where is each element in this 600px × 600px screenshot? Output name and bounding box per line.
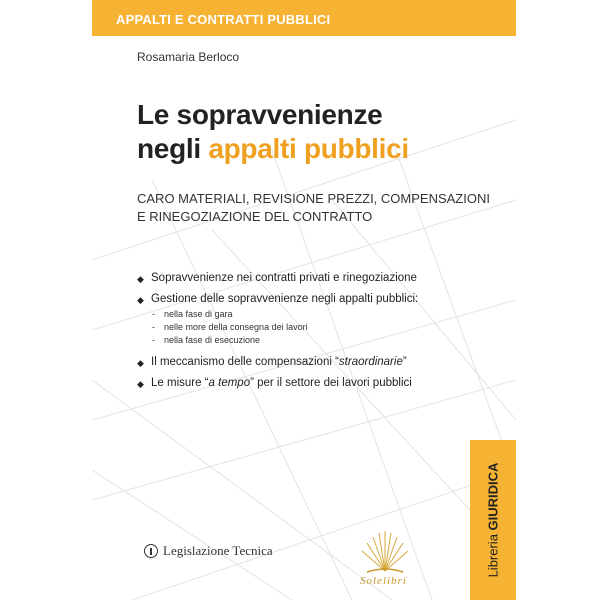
topic-text-prefix: Le misure “: [151, 377, 209, 389]
subitem: - nella fase di gara: [152, 309, 233, 319]
title-line-1: Le sopravvenienze: [137, 99, 383, 130]
imprint-name: Solelibri: [360, 575, 407, 587]
book-cover: [92, 0, 516, 600]
topic-text: Sopravvenienze nei contratti privati e rinegoziazione: [151, 272, 417, 284]
publisher-logo-icon: [144, 544, 158, 558]
topic-subitems: [151, 308, 467, 347]
publisher-name: Legislazione Tecnica: [163, 543, 273, 558]
book-subtitle: [137, 190, 490, 226]
topic-text-suffix: ” per il settore dei lavori pubblici: [250, 377, 412, 389]
collection-name: [486, 463, 501, 578]
subitem-text: nella fase di esecuzione: [164, 335, 261, 345]
series-banner: [92, 0, 516, 36]
subtitle-line-1: CARO MATERIALI, REVISIONE PREZZI, COMPENSAZIONI: [137, 191, 490, 206]
diamond-bullet-icon: ◆: [137, 358, 144, 368]
collection-prefix: Libreria: [485, 530, 501, 578]
topic-item: [137, 293, 467, 347]
diamond-bullet-icon: ◆: [137, 274, 144, 284]
topic-item: [137, 377, 467, 389]
title-plain: negli: [137, 133, 209, 164]
collection-bold: GIURIDICA: [485, 462, 501, 531]
subitem: - nelle more della consegna dei lavori: [152, 322, 308, 332]
topic-item: [137, 356, 467, 368]
topic-text: Gestione delle sopravvenienze negli appalti pubblici:: [151, 293, 419, 305]
title-line-2: [137, 132, 409, 166]
topic-text-suffix: ”: [402, 356, 407, 368]
diamond-bullet-icon: ◆: [137, 379, 144, 389]
subtitle-line-2: E RINEGOZIAZIONE DEL CONTRATTO: [137, 209, 373, 224]
collection-label: [470, 440, 516, 600]
author-name: Rosamaria Berloco: [137, 50, 240, 64]
publisher: [144, 543, 273, 559]
series-title: APPALTI E CONTRATTI PUBBLICI: [116, 12, 331, 27]
book-title: [137, 98, 409, 166]
subitem-text: nelle more della consegna dei lavori: [164, 322, 308, 332]
diamond-bullet-icon: ◆: [137, 295, 144, 305]
title-accent: appalti pubblici: [208, 133, 409, 164]
topic-item: [137, 272, 467, 284]
subitem-text: nella fase di gara: [164, 309, 233, 319]
topic-text-emphasis: a tempo: [208, 377, 251, 389]
topic-text-emphasis: straordinarie: [338, 356, 403, 368]
topics-list: [137, 272, 467, 398]
topic-text-prefix: Il meccanismo delle compensazioni “: [151, 356, 339, 368]
subitem: - nella fase di esecuzione: [152, 335, 261, 345]
